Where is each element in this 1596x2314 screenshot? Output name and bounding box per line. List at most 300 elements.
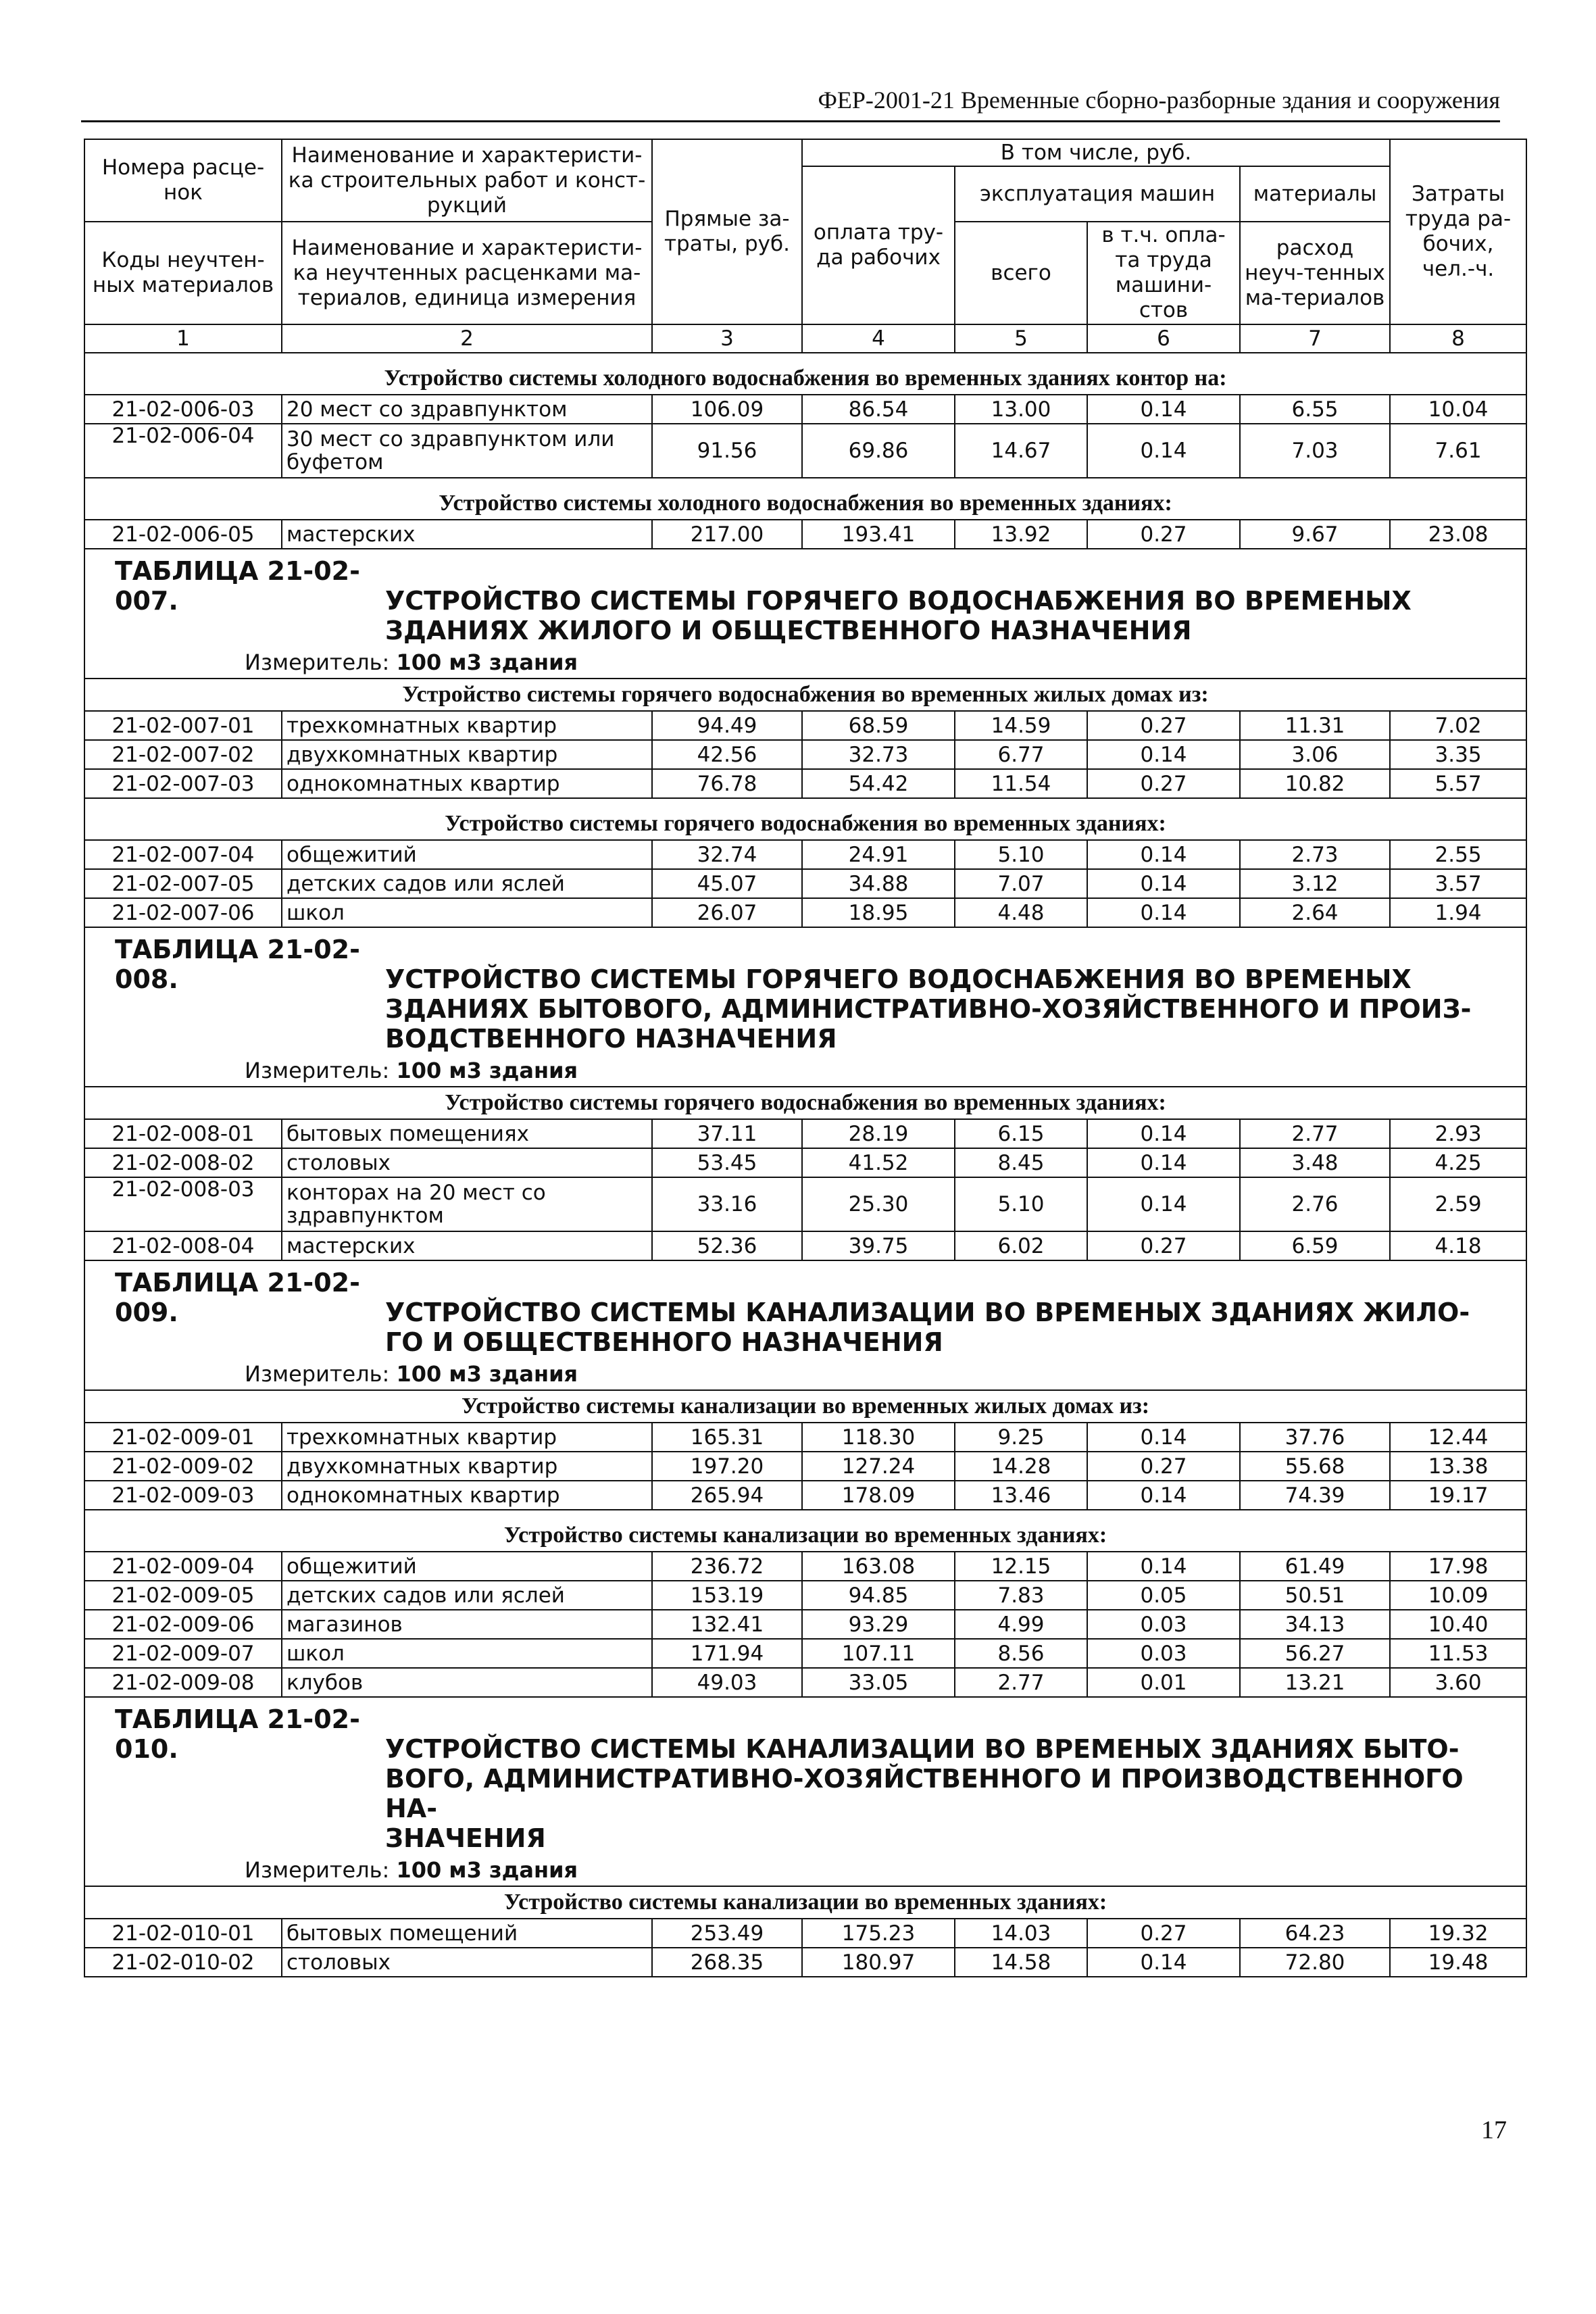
labor-pay-cell: 127.24 [802, 1452, 955, 1481]
table-title-text: ВОГО, АДМИНИСТРАТИВНО-ХОЗЯЙСТВЕННОГО И ПРОИЗВОДСТВЕННОГО НА- [385, 1764, 1464, 1823]
table-row [84, 1668, 1526, 1697]
table-title-row [84, 1697, 1526, 1853]
group-row [84, 1886, 1526, 1919]
table-title-text: ВОДСТВЕННОГО НАЗНАЧЕНИЯ [385, 1024, 837, 1054]
col-number: 6 [1087, 324, 1240, 353]
labor-cost-cell: 1.94 [1390, 898, 1526, 927]
spacer [84, 353, 1526, 363]
group-heading: Устройство системы горячего водоснабжения во временных жилых домах из: [84, 679, 1526, 711]
group-heading: Устройство системы горячего водоснабжения во временных зданиях: [84, 1087, 1526, 1119]
rate-code: 21-02-007-01 [84, 711, 282, 740]
page-number: 17 [1481, 2116, 1507, 2144]
direct-costs-cell: 268.35 [652, 1948, 802, 1977]
table-body [84, 139, 1526, 1977]
machines-total-cell: 14.28 [955, 1452, 1087, 1481]
table-title-row [84, 549, 1526, 645]
work-name: бытовых помещениях [282, 1119, 652, 1148]
spacer-row [84, 1510, 1526, 1520]
direct-costs-cell: 153.19 [652, 1581, 802, 1610]
measure-unit [84, 1357, 1526, 1390]
table-title-line [115, 1704, 1512, 1764]
labor-cost-cell: 10.09 [1390, 1581, 1526, 1610]
materials-cell: 6.55 [1240, 395, 1390, 424]
machine-wage-cell: 0.27 [1087, 520, 1240, 549]
table-row [84, 1423, 1526, 1452]
table-title-line [115, 935, 1512, 994]
labor-pay-cell: 93.29 [802, 1610, 955, 1639]
rate-code: 21-02-007-05 [84, 869, 282, 898]
machines-total-cell: 14.67 [955, 424, 1087, 478]
machine-wage-cell: 0.14 [1087, 395, 1240, 424]
rate-code: 21-02-009-02 [84, 1452, 282, 1481]
machine-wage-cell: 0.14 [1087, 740, 1240, 769]
labor-pay-cell: 33.05 [802, 1668, 955, 1697]
table-row [84, 1581, 1526, 1610]
column-number-row [84, 324, 1526, 353]
spacer-row [84, 798, 1526, 808]
materials-cell: 3.48 [1240, 1148, 1390, 1177]
direct-costs-cell: 197.20 [652, 1452, 802, 1481]
labor-pay-cell: 34.88 [802, 869, 955, 898]
page-header: ФЕР-2001-21 Временные сборно-разборные здания и сооружения [81, 81, 1500, 122]
work-name: магазинов [282, 1610, 652, 1639]
work-name: школ [282, 1639, 652, 1668]
labor-pay-cell: 94.85 [802, 1581, 955, 1610]
table-row [84, 711, 1526, 740]
measure-label: Измеритель: [245, 649, 390, 675]
table-title [84, 1697, 1526, 1853]
table-title-text: ЗДАНИЯХ ЖИЛОГО И ОБЩЕСТВЕННОГО НАЗНАЧЕНИЯ [385, 616, 1192, 645]
measure-value: 100 м3 здания [396, 649, 578, 675]
work-name: конторах на 20 мест со здравпунктом [282, 1177, 652, 1231]
machine-wage-cell: 0.14 [1087, 1481, 1240, 1510]
col-number: 3 [652, 324, 802, 353]
table-title-text: ГО И ОБЩЕСТВЕННОГО НАЗНАЧЕНИЯ [385, 1327, 943, 1357]
col-materials-header: расход неуч-тенных ма-териалов [1240, 222, 1390, 324]
table-title-row [84, 927, 1526, 1054]
labor-cost-cell: 19.32 [1390, 1919, 1526, 1948]
materials-cell: 56.27 [1240, 1639, 1390, 1668]
materials-cell: 3.12 [1240, 869, 1390, 898]
measure-value: 100 м3 здания [396, 1361, 578, 1387]
direct-costs-cell: 165.31 [652, 1423, 802, 1452]
rate-code: 21-02-009-05 [84, 1581, 282, 1610]
labor-cost-cell: 19.48 [1390, 1948, 1526, 1977]
materials-cell: 61.49 [1240, 1552, 1390, 1581]
direct-costs-cell: 265.94 [652, 1481, 802, 1510]
labor-pay-cell: 25.30 [802, 1177, 955, 1231]
group-heading: Устройство системы канализации во временных зданиях: [84, 1520, 1526, 1552]
labor-pay-cell: 54.42 [802, 769, 955, 798]
group-heading: Устройство системы канализации во временных жилых домах из: [84, 1390, 1526, 1423]
group-row [84, 1520, 1526, 1552]
table-row [84, 1148, 1526, 1177]
table-row [84, 520, 1526, 549]
col-number: 7 [1240, 324, 1390, 353]
table-row [84, 1452, 1526, 1481]
rate-code: 21-02-007-03 [84, 769, 282, 798]
including-header: В том числе, руб. [802, 139, 1390, 166]
machines-total-cell: 5.10 [955, 1177, 1087, 1231]
col-direct-costs-header: Прямые за-траты, руб. [652, 139, 802, 324]
machines-total-cell: 9.25 [955, 1423, 1087, 1452]
group-row [84, 488, 1526, 520]
labor-cost-cell: 13.38 [1390, 1452, 1526, 1481]
group-row [84, 1390, 1526, 1423]
labor-pay-cell: 107.11 [802, 1639, 955, 1668]
work-name: столовых [282, 1148, 652, 1177]
work-name: мастерских [282, 1231, 652, 1260]
labor-cost-cell: 3.60 [1390, 1668, 1526, 1697]
work-name: однокомнатных квартир [282, 769, 652, 798]
spacer [84, 798, 1526, 808]
labor-pay-cell: 28.19 [802, 1119, 955, 1148]
measure-value: 100 м3 здания [396, 1058, 578, 1083]
table-title-number: ТАБЛИЦА 21-02-010. [115, 1704, 360, 1764]
machine-wage-cell: 0.14 [1087, 1948, 1240, 1977]
machine-wage-cell: 0.27 [1087, 1231, 1240, 1260]
price-table [84, 139, 1527, 1977]
rate-code: 21-02-009-08 [84, 1668, 282, 1697]
direct-costs-cell: 253.49 [652, 1919, 802, 1948]
work-name: школ [282, 898, 652, 927]
rate-code: 21-02-008-01 [84, 1119, 282, 1148]
rate-code: 21-02-006-04 [84, 424, 282, 478]
rate-code: 21-02-007-04 [84, 840, 282, 869]
direct-costs-cell: 217.00 [652, 520, 802, 549]
work-name: детских садов или яслей [282, 869, 652, 898]
header-row [84, 139, 1526, 166]
direct-costs-cell: 91.56 [652, 424, 802, 478]
measure-value: 100 м3 здания [396, 1857, 578, 1883]
direct-costs-cell: 49.03 [652, 1668, 802, 1697]
direct-costs-cell: 76.78 [652, 769, 802, 798]
machines-total-cell: 7.83 [955, 1581, 1087, 1610]
labor-cost-cell: 12.44 [1390, 1423, 1526, 1452]
group-heading: Устройство системы холодного водоснабжения во временных зданиях контор на: [84, 363, 1526, 395]
labor-cost-cell: 2.59 [1390, 1177, 1526, 1231]
work-name: мастерских [282, 520, 652, 549]
labor-cost-cell: 2.93 [1390, 1119, 1526, 1148]
labor-pay-cell: 180.97 [802, 1948, 955, 1977]
col-rate-number-header: Номера расце-нок [84, 139, 282, 222]
labor-pay-cell: 41.52 [802, 1148, 955, 1177]
machines-total-cell: 13.46 [955, 1481, 1087, 1510]
rate-code: 21-02-007-06 [84, 898, 282, 927]
machine-wage-cell: 0.27 [1087, 711, 1240, 740]
rate-code: 21-02-008-04 [84, 1231, 282, 1260]
labor-pay-cell: 68.59 [802, 711, 955, 740]
direct-costs-cell: 45.07 [652, 869, 802, 898]
table-title-text: ЗНАЧЕНИЯ [385, 1823, 546, 1853]
materials-cell: 64.23 [1240, 1919, 1390, 1948]
table-row [84, 1481, 1526, 1510]
machine-wage-cell: 0.14 [1087, 424, 1240, 478]
labor-pay-cell: 24.91 [802, 840, 955, 869]
machines-header: эксплуатация машин [955, 166, 1240, 222]
machine-wage-cell: 0.05 [1087, 1581, 1240, 1610]
table-row [84, 1231, 1526, 1260]
col-number: 4 [802, 324, 955, 353]
direct-costs-cell: 53.45 [652, 1148, 802, 1177]
machines-total-cell: 6.15 [955, 1119, 1087, 1148]
rate-code: 21-02-006-03 [84, 395, 282, 424]
machines-total-cell: 14.59 [955, 711, 1087, 740]
materials-cell: 37.76 [1240, 1423, 1390, 1452]
machines-total-cell: 4.99 [955, 1610, 1087, 1639]
machines-total-cell: 6.77 [955, 740, 1087, 769]
work-name: двухкомнатных квартир [282, 740, 652, 769]
measure-unit [84, 645, 1526, 679]
materials-cell: 2.64 [1240, 898, 1390, 927]
table-row [84, 1119, 1526, 1148]
direct-costs-cell: 106.09 [652, 395, 802, 424]
machine-wage-cell: 0.27 [1087, 1919, 1240, 1948]
group-row [84, 363, 1526, 395]
materials-cell: 74.39 [1240, 1481, 1390, 1510]
table-row [84, 1919, 1526, 1948]
group-heading: Устройство системы канализации во временных зданиях: [84, 1886, 1526, 1919]
measure-unit [84, 1853, 1526, 1886]
work-name: общежитий [282, 840, 652, 869]
table-title-number: ТАБЛИЦА 21-02-009. [115, 1268, 360, 1327]
machines-total-cell: 13.92 [955, 520, 1087, 549]
direct-costs-cell: 94.49 [652, 711, 802, 740]
col-material-codes-header: Коды неучтен-ных материалов [84, 222, 282, 324]
work-name: трехкомнатных квартир [282, 711, 652, 740]
direct-costs-cell: 26.07 [652, 898, 802, 927]
machine-wage-cell: 0.27 [1087, 1452, 1240, 1481]
rate-code: 21-02-009-01 [84, 1423, 282, 1452]
materials-cell: 10.82 [1240, 769, 1390, 798]
work-name: 30 мест со здравпунктом или буфетом [282, 424, 652, 478]
rate-code: 21-02-009-03 [84, 1481, 282, 1510]
col-labor-pay-header: оплата тру-да рабочих [802, 166, 955, 324]
spacer [84, 1510, 1526, 1520]
spacer-row [84, 353, 1526, 363]
col-machines-total-header: всего [955, 222, 1087, 324]
table-row [84, 898, 1526, 927]
labor-cost-cell: 4.18 [1390, 1231, 1526, 1260]
materials-cell: 6.59 [1240, 1231, 1390, 1260]
table-title-text: УСТРОЙСТВО СИСТЕМЫ ГОРЯЧЕГО ВОДОСНАБЖЕНИЯ ВО ВРЕМЕНЫХ [385, 586, 1412, 616]
col-number: 8 [1390, 324, 1526, 353]
labor-cost-cell: 3.57 [1390, 869, 1526, 898]
work-name: бытовых помещений [282, 1919, 652, 1948]
materials-header: материалы [1240, 166, 1390, 222]
rate-code: 21-02-009-04 [84, 1552, 282, 1581]
labor-cost-cell: 10.40 [1390, 1610, 1526, 1639]
work-name: однокомнатных квартир [282, 1481, 652, 1510]
spacer [84, 478, 1526, 488]
machine-wage-cell: 0.14 [1087, 898, 1240, 927]
materials-cell: 2.77 [1240, 1119, 1390, 1148]
machine-wage-cell: 0.27 [1087, 769, 1240, 798]
table-title [84, 1260, 1526, 1357]
table-row [84, 395, 1526, 424]
direct-costs-cell: 236.72 [652, 1552, 802, 1581]
machines-total-cell: 14.58 [955, 1948, 1087, 1977]
machines-total-cell: 5.10 [955, 840, 1087, 869]
measure-unit [84, 1054, 1526, 1087]
work-name: клубов [282, 1668, 652, 1697]
machine-wage-cell: 0.03 [1087, 1639, 1240, 1668]
labor-cost-cell: 7.61 [1390, 424, 1526, 478]
direct-costs-cell: 171.94 [652, 1639, 802, 1668]
work-name: столовых [282, 1948, 652, 1977]
labor-pay-cell: 32.73 [802, 740, 955, 769]
materials-cell: 9.67 [1240, 520, 1390, 549]
machines-total-cell: 4.48 [955, 898, 1087, 927]
table-row [84, 424, 1526, 478]
labor-cost-cell: 7.02 [1390, 711, 1526, 740]
col-number: 1 [84, 324, 282, 353]
measure-row [84, 645, 1526, 679]
table-title-text: УСТРОЙСТВО СИСТЕМЫ ГОРЯЧЕГО ВОДОСНАБЖЕНИЯ ВО ВРЕМЕНЫХ [385, 964, 1412, 994]
materials-cell: 72.80 [1240, 1948, 1390, 1977]
labor-cost-cell: 4.25 [1390, 1148, 1526, 1177]
table-row [84, 769, 1526, 798]
labor-cost-cell: 17.98 [1390, 1552, 1526, 1581]
group-heading: Устройство системы горячего водоснабжения во временных зданиях: [84, 808, 1526, 840]
direct-costs-cell: 37.11 [652, 1119, 802, 1148]
table-row [84, 1552, 1526, 1581]
table-title-text: УСТРОЙСТВО СИСТЕМЫ КАНАЛИЗАЦИИ ВО ВРЕМЕНЫХ ЗДАНИЯХ ЖИЛО- [385, 1298, 1470, 1327]
labor-pay-cell: 175.23 [802, 1919, 955, 1948]
labor-cost-cell: 11.53 [1390, 1639, 1526, 1668]
machine-wage-cell: 0.14 [1087, 869, 1240, 898]
direct-costs-cell: 32.74 [652, 840, 802, 869]
table-title-line [115, 556, 1512, 616]
labor-pay-cell: 163.08 [802, 1552, 955, 1581]
table-row [84, 1177, 1526, 1231]
direct-costs-cell: 33.16 [652, 1177, 802, 1231]
labor-pay-cell: 39.75 [802, 1231, 955, 1260]
col-machine-wage-header: в т.ч. опла-та труда машини-стов [1087, 222, 1240, 324]
table-title-row [84, 1260, 1526, 1357]
measure-row [84, 1853, 1526, 1886]
work-name: 20 мест со здравпунктом [282, 395, 652, 424]
group-row [84, 808, 1526, 840]
rate-code: 21-02-009-07 [84, 1639, 282, 1668]
materials-cell: 11.31 [1240, 711, 1390, 740]
table-row [84, 869, 1526, 898]
machine-wage-cell: 0.14 [1087, 1119, 1240, 1148]
measure-row [84, 1357, 1526, 1390]
direct-costs-cell: 132.41 [652, 1610, 802, 1639]
labor-pay-cell: 18.95 [802, 898, 955, 927]
table-title [84, 927, 1526, 1054]
table-title [84, 549, 1526, 645]
labor-pay-cell: 86.54 [802, 395, 955, 424]
materials-cell: 50.51 [1240, 1581, 1390, 1610]
machine-wage-cell: 0.03 [1087, 1610, 1240, 1639]
materials-cell: 34.13 [1240, 1610, 1390, 1639]
machines-total-cell: 7.07 [955, 869, 1087, 898]
machine-wage-cell: 0.14 [1087, 1552, 1240, 1581]
group-row [84, 1087, 1526, 1119]
work-name: общежитий [282, 1552, 652, 1581]
materials-cell: 2.76 [1240, 1177, 1390, 1231]
machines-total-cell: 8.45 [955, 1148, 1087, 1177]
machines-total-cell: 2.77 [955, 1668, 1087, 1697]
labor-pay-cell: 118.30 [802, 1423, 955, 1452]
machine-wage-cell: 0.14 [1087, 840, 1240, 869]
table-title-number: ТАБЛИЦА 21-02-007. [115, 556, 360, 616]
table-row [84, 1610, 1526, 1639]
rate-code: 21-02-009-06 [84, 1610, 282, 1639]
table-title-number: ТАБЛИЦА 21-02-008. [115, 935, 360, 994]
direct-costs-cell: 52.36 [652, 1231, 802, 1260]
work-name: детских садов или яслей [282, 1581, 652, 1610]
labor-pay-cell: 69.86 [802, 424, 955, 478]
machine-wage-cell: 0.01 [1087, 1668, 1240, 1697]
table-row [84, 1948, 1526, 1977]
machine-wage-cell: 0.14 [1087, 1148, 1240, 1177]
machines-total-cell: 12.15 [955, 1552, 1087, 1581]
table-title-text: УСТРОЙСТВО СИСТЕМЫ КАНАЛИЗАЦИИ ВО ВРЕМЕНЫХ ЗДАНИЯХ БЫТО- [385, 1734, 1460, 1764]
labor-cost-cell: 23.08 [1390, 520, 1526, 549]
group-row [84, 679, 1526, 711]
table-row [84, 1639, 1526, 1668]
table-title-text: ЗДАНИЯХ БЫТОВОГО, АДМИНИСТРАТИВНО-ХОЗЯЙСТВЕННОГО И ПРОИЗ- [385, 994, 1472, 1024]
materials-cell: 13.21 [1240, 1668, 1390, 1697]
group-heading: Устройство системы холодного водоснабжения во временных зданиях: [84, 488, 1526, 520]
table-row [84, 840, 1526, 869]
machine-wage-cell: 0.14 [1087, 1423, 1240, 1452]
col-material-name-header: Наименование и характеристи-ка неучтенных расценками ма-териалов, единица измерения [282, 222, 652, 324]
table-title-line [115, 1268, 1512, 1327]
labor-pay-cell: 178.09 [802, 1481, 955, 1510]
materials-cell: 3.06 [1240, 740, 1390, 769]
rate-code: 21-02-010-01 [84, 1919, 282, 1948]
labor-pay-cell: 193.41 [802, 520, 955, 549]
labor-cost-cell: 10.04 [1390, 395, 1526, 424]
rate-code: 21-02-008-02 [84, 1148, 282, 1177]
measure-label: Измеритель: [245, 1857, 390, 1883]
work-name: трехкомнатных квартир [282, 1423, 652, 1452]
direct-costs-cell: 42.56 [652, 740, 802, 769]
spacer-row [84, 478, 1526, 488]
table-row [84, 740, 1526, 769]
materials-cell: 7.03 [1240, 424, 1390, 478]
machines-total-cell: 11.54 [955, 769, 1087, 798]
machines-total-cell: 14.03 [955, 1919, 1087, 1948]
rate-code: 21-02-006-05 [84, 520, 282, 549]
work-name: двухкомнатных квартир [282, 1452, 652, 1481]
machines-total-cell: 6.02 [955, 1231, 1087, 1260]
col-number: 2 [282, 324, 652, 353]
measure-row [84, 1054, 1526, 1087]
rate-code: 21-02-008-03 [84, 1177, 282, 1231]
col-work-name-header: Наименование и характеристи-ка строительных работ и конст-рукций [282, 139, 652, 222]
machines-total-cell: 8.56 [955, 1639, 1087, 1668]
machines-total-cell: 13.00 [955, 395, 1087, 424]
measure-label: Измеритель: [245, 1058, 390, 1083]
labor-cost-cell: 5.57 [1390, 769, 1526, 798]
materials-cell: 55.68 [1240, 1452, 1390, 1481]
col-number: 5 [955, 324, 1087, 353]
labor-cost-cell: 2.55 [1390, 840, 1526, 869]
measure-label: Измеритель: [245, 1361, 390, 1387]
machine-wage-cell: 0.14 [1087, 1177, 1240, 1231]
materials-cell: 2.73 [1240, 840, 1390, 869]
labor-cost-cell: 19.17 [1390, 1481, 1526, 1510]
rate-code: 21-02-010-02 [84, 1948, 282, 1977]
col-labor-header: Затраты труда ра-бочих, чел.-ч. [1390, 139, 1526, 324]
labor-cost-cell: 3.35 [1390, 740, 1526, 769]
rate-code: 21-02-007-02 [84, 740, 282, 769]
